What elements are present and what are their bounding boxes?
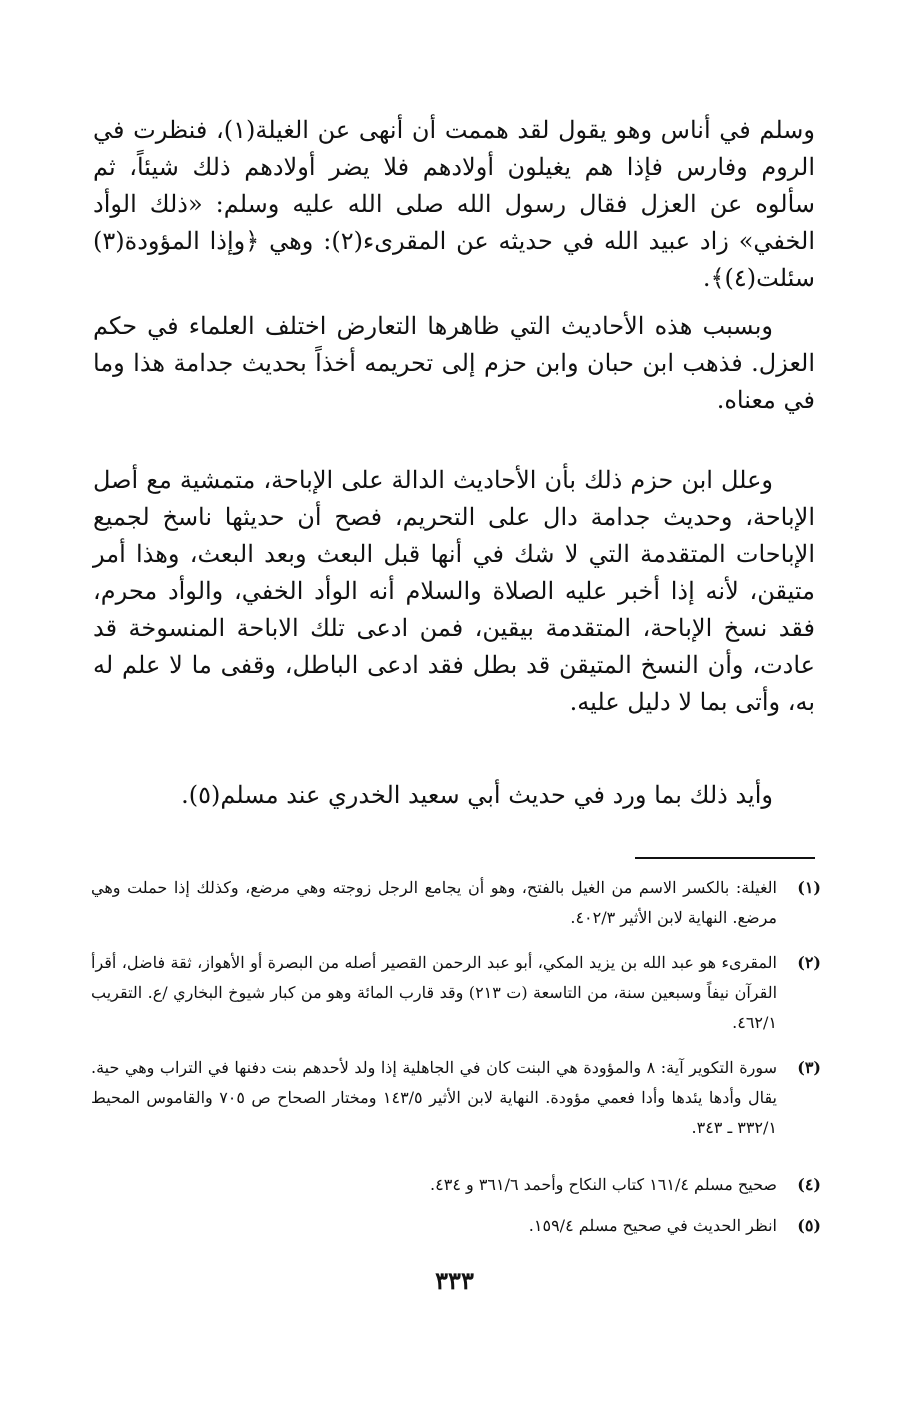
paragraph-4 [93, 777, 815, 814]
footnote-separator [635, 857, 815, 859]
paragraph-1 [93, 112, 815, 297]
footnote-number: (١) [797, 878, 821, 897]
paragraph-2 [93, 308, 815, 419]
paragraph-1-text: وسلم في أناس وهو يقول لقد هممت أن أنهى عن الغيلة(١)، فنظرت في الروم وفارس فإذا هم يغيلون أولادهم فلا يضر أولادهم ذلك شيئاً، ثم سألوه عن العزل فقال رسول الله صلى الله عليه وسلم: «ذلك الوأد الخفي» زاد عبيد الله في حديثه عن المقرىء(٢): وهي ﴿وإذا المؤودة(٣) سئلت(٤)﴾. [93, 116, 816, 292]
footnote-text: الغيلة: بالكسر الاسم من الغيل بالفتح، وهو أن يجامع الرجل زوجته وهي مرضع، وكذلك إذا حملت وهي مرضع. النهاية لابن الأثير ٤٠٢/٣. [91, 878, 777, 927]
footnote-2 [91, 948, 821, 1038]
footnote-number: (٢) [797, 953, 821, 972]
paragraph-2-text: وبسبب هذه الأحاديث التي ظاهرها التعارض اختلف العلماء في حكم العزل. فذهب ابن حبان وابن حزم إلى تحريمه أخذاً بحديث جدامة هذا وما في معناه. [93, 312, 815, 414]
footnote-text: صحيح مسلم ١٦١/٤ كتاب النكاح وأحمد ٣٦١/٦ و ٤٣٤. [430, 1175, 777, 1194]
footnote-text: انظر الحديث في صحيح مسلم ١٥٩/٤. [528, 1216, 777, 1235]
footnote-5 [91, 1211, 821, 1241]
footnote-text: المقرىء هو عبد الله بن يزيد المكي، أبو عبد الرحمن القصير أصله من البصرة أو الأهواز، ثقة فاضل، أقرأ القرآن نيفاً وسبعين سنة، من التاسعة (ت ٢١٣) وقد قارب المائة وهو من كبار شيوخ البخاري /ع. التقريب ٤٦٢/١. [91, 953, 778, 1032]
footnote-number: (٣) [797, 1058, 821, 1077]
page-number: ٣٣٣ [435, 1266, 474, 1295]
footnote-text: سورة التكوير آية: ٨ والمؤودة هي البنت كان في الجاهلية إذا ولد لأحدهم بنت دفنها في التراب وهي حية. يقال وأدها يئدها وأدا فعمي مؤودة. النهاية لابن الأثير ١٤٣/٥ ومختار الصحاح ص ٧٠٥ والقاموس المحيط ٣٣٢/١ ـ ٣٤٣. [91, 1058, 778, 1137]
footnote-3 [91, 1053, 821, 1143]
paragraph-3-text: وعلل ابن حزم ذلك بأن الأحاديث الدالة على الإباحة، متمشية مع أصل الإباحة، وحديث جدامة دال على التحريم، فصح أن حديثها ناسخ لجميع الإباحات المتقدمة التي لا شك في أنها قبل البعث وبعد البعث، وهذا أمر متيقن، لأنه إذا أخبر عليه الصلاة والسلام أنه الوأد الخفي، والوأد محرم، فقد نسخ الإباحة، المتقدمة بيقين، فمن ادعى تلك الاباحة المنسوخة قد عادت، وأن النسخ المتيقن قد بطل فقد ادعى الباطل، وقفى ما لا علم له به، وأتى بما لا دليل عليه. [93, 466, 815, 716]
footnote-number: (٤) [797, 1175, 821, 1194]
footnote-4 [91, 1170, 821, 1200]
paragraph-3 [93, 462, 815, 721]
footnote-1 [91, 873, 821, 933]
footnote-number: (٥) [797, 1216, 821, 1235]
paragraph-4-text: وأيد ذلك بما ورد في حديث أبي سعيد الخدري عند مسلم(٥). [181, 781, 773, 809]
